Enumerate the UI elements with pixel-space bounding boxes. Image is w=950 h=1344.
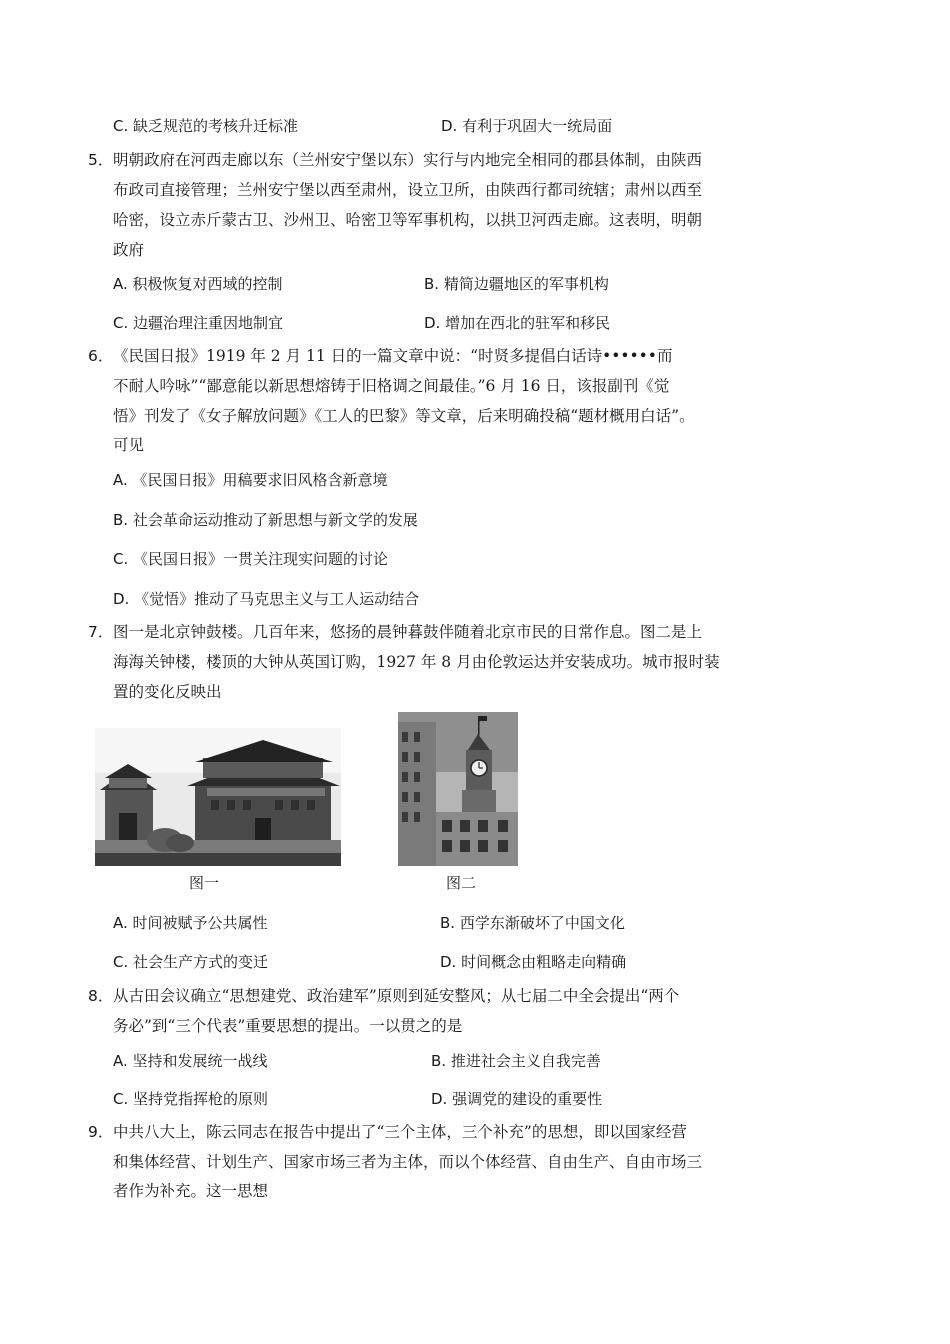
q5-stem-line: 明朝政府在河西走廊以东（兰州安宁堡以东）实行与内地完全相同的郡县体制，由陕西	[113, 151, 703, 169]
q7-option-a: A. 时间被赋予公共属性	[113, 914, 268, 932]
q9-stem-line: 者作为补充。这一思想	[113, 1182, 269, 1200]
q8-option-b: B. 推进社会主义自我完善	[431, 1052, 601, 1070]
q5-number: 5．	[88, 151, 114, 169]
q7-option-d: D. 时间概念由粗略走向精确	[440, 953, 627, 971]
q5-option-a: A. 积极恢复对西域的控制	[113, 275, 283, 293]
q8-option-a: A. 坚持和发展统一战线	[113, 1052, 268, 1070]
q6-stem-line: 悟》刊发了《女子解放问题》《工人的巴黎》等文章，后来明确投稿“题材概用白话”。	[113, 407, 695, 425]
figure-2-caption: 图二	[446, 874, 477, 892]
q6-number: 6．	[88, 347, 114, 365]
q6-stem-line: 《民国日报》1919 年 2 月 11 日的一篇文章中说：“时贤多提倡白话诗••••••而	[113, 347, 673, 365]
q7-stem-line: 图一是北京钟鼓楼。几百年来，悠扬的晨钟暮鼓伴随着北京市民的日常作息。图二是上	[113, 623, 703, 641]
q7-option-b: B. 西学东渐破坏了中国文化	[440, 914, 625, 932]
q6-option-c: C. 《民国日报》一贯关注现实问题的讨论	[113, 550, 389, 568]
q4-option-d: D. 有利于巩固大一统局面	[441, 117, 613, 135]
q7-stem-line: 置的变化反映出	[113, 683, 222, 701]
q5-stem-line: 政府	[113, 241, 145, 259]
q9-number: 9．	[88, 1123, 114, 1141]
q8-option-d: D. 强调党的建设的重要性	[431, 1090, 603, 1108]
q7-stem-line: 海海关钟楼，楼顶的大钟从英国订购，1927 年 8 月由伦敦运达并安装成功。城市报时装	[113, 653, 720, 671]
q8-stem-line: 务必”到“三个代表”重要思想的提出。一以贯之的是	[113, 1017, 463, 1035]
q9-stem-line: 中共八大上，陈云同志在报告中提出了“三个主体，三个补充”的思想，即以国家经营	[113, 1123, 687, 1141]
q7-number: 7．	[88, 623, 114, 641]
q8-stem-line: 从古田会议确立“思想建党、政治建军”原则到延安整风；从七届二中全会提出“两个	[113, 987, 680, 1005]
q5-option-c: C. 边疆治理注重因地制宜	[113, 314, 284, 332]
q6-stem-line: 可见	[113, 436, 145, 454]
q5-stem-line: 哈密，设立赤斤蒙古卫、沙州卫、哈密卫等军事机构，以拱卫河西走廊。这表明，明朝	[113, 211, 703, 229]
q7-option-c: C. 社会生产方式的变迁	[113, 953, 269, 971]
q5-option-b: B. 精简边疆地区的军事机构	[424, 275, 609, 293]
q8-option-c: C. 坚持党指挥枪的原则	[113, 1090, 269, 1108]
q8-number: 8．	[88, 987, 114, 1005]
q5-stem-line: 布政司直接管理；兰州安宁堡以西至肃州，设立卫所，由陕西行都司统辖；肃州以西至	[113, 181, 703, 199]
q6-option-b: B. 社会革命运动推动了新思想与新文学的发展	[113, 511, 418, 529]
q5-option-d: D. 增加在西北的驻军和移民	[424, 314, 611, 332]
figure-1-caption: 图一	[189, 874, 220, 892]
q4-option-c: C. 缺乏规范的考核升迁标准	[113, 117, 299, 135]
q6-stem-line: 不耐人吟咏”“鄙意能以新思想熔铸于旧格调之间最佳。”6 月 16 日，该报副刊《觉	[113, 377, 670, 395]
q6-option-a: A. 《民国日报》用稿要求旧风格含新意境	[113, 471, 388, 489]
figure-customs-clock-tower-photo	[398, 712, 518, 866]
q9-stem-line: 和集体经营、计划生产、国家市场三者为主体，而以个体经营、自由生产、自由市场三	[113, 1153, 703, 1171]
figure-bell-drum-tower-photo	[95, 728, 341, 866]
q6-option-d: D. 《觉悟》推动了马克思主义与工人运动结合	[113, 590, 420, 608]
